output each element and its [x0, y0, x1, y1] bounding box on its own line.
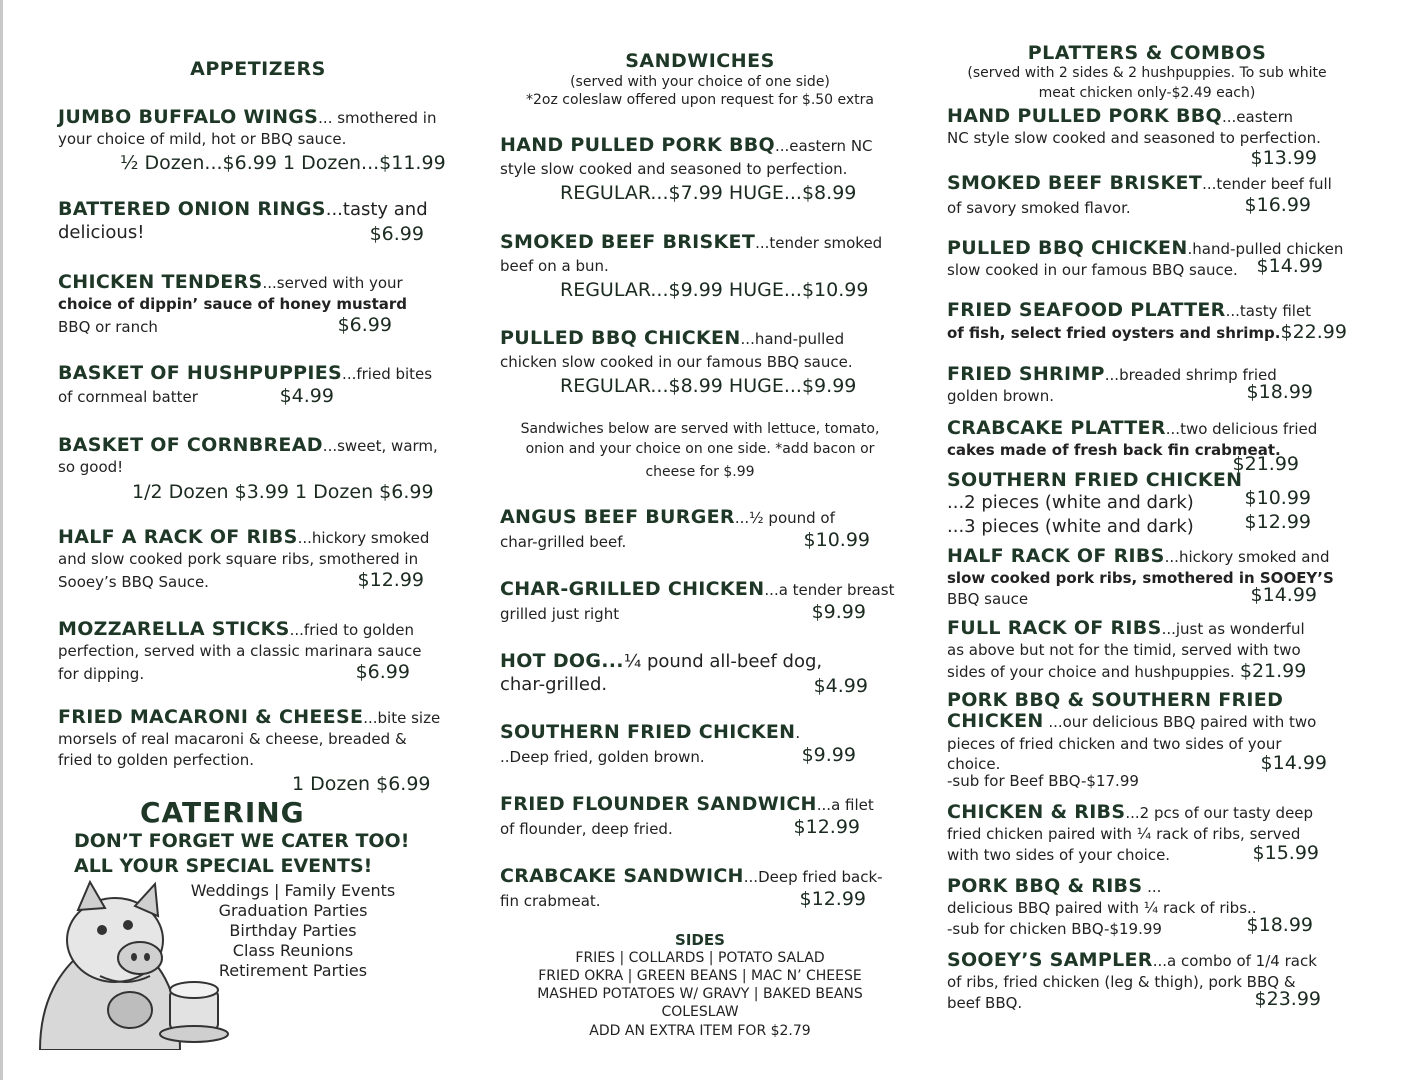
item-desc: of cornmeal batter — [58, 388, 198, 406]
catering-tagline: DON’T FORGET WE CATER TOO! — [74, 830, 410, 852]
event-item: Retirement Parties — [218, 961, 368, 980]
item-desc: ...sweet, warm, — [322, 437, 438, 455]
item-price: $9.99 — [811, 601, 866, 623]
item-desc: ...tender smoked — [755, 234, 883, 252]
item-price: $15.99 — [1252, 842, 1319, 864]
menu-item-southern-fried-chicken — [500, 722, 900, 770]
appetizers-title: APPETIZERS — [190, 58, 326, 80]
item-name: FRIED FLOUNDER SANDWICH — [500, 793, 817, 815]
menu-item-buffalo-wings — [58, 107, 458, 176]
item-name: SOUTHERN FRIED CHICKEN — [500, 721, 796, 743]
item-name: JUMBO BUFFALO WINGS — [58, 106, 319, 128]
item-desc: ...hand-pulled — [740, 330, 845, 348]
item-name: MOZZARELLA STICKS — [58, 618, 290, 640]
item-name: CHICKEN TENDERS — [58, 271, 263, 293]
item-price: $9.99 — [801, 744, 856, 766]
menu-item-pork-bbq-southern-fried-chicken — [947, 690, 1347, 790]
menu-item-pork-bbq-and-ribs — [947, 876, 1347, 940]
sandwiches-subtitle: (served with your choice of one side) — [570, 74, 830, 90]
item-name: FRIED SHRIMP — [947, 363, 1105, 385]
item-desc: ...our delicious BBQ paired with two — [1043, 713, 1317, 731]
menu-item-fried-mac-cheese — [58, 707, 458, 797]
item-desc: ...fried bites — [342, 365, 433, 383]
item-name: PORK BBQ & SOUTHERN FRIED — [947, 689, 1284, 711]
item-desc: as above but not for the timid, served with two — [947, 641, 1301, 659]
item-desc: choice. — [947, 755, 1001, 773]
menu-item-brisket-sandwich — [500, 232, 900, 302]
item-price: $6.99 — [337, 314, 392, 336]
item-desc: ...3 pieces (white and dark) — [947, 516, 1194, 537]
item-name: BATTERED ONION RINGS — [58, 198, 326, 220]
item-desc: ...eastern — [1222, 108, 1294, 126]
sandwich-note — [500, 419, 900, 485]
item-price: $22.99 — [1280, 321, 1347, 343]
page-edge — [0, 0, 3, 1080]
catering-tagline: ALL YOUR SPECIAL EVENTS! — [74, 855, 373, 877]
item-name: SOUTHERN FRIED CHICKEN — [947, 469, 1243, 491]
item-desc: ...two delicious fried — [1165, 420, 1318, 438]
sides-line: COLESLAW — [661, 1004, 739, 1020]
menu-item-cornbread — [58, 435, 458, 506]
item-desc: pieces of fried chicken and two sides of your — [947, 735, 1282, 753]
item-price: $13.99 — [1250, 147, 1317, 169]
item-desc: ...2 pieces (white and dark) — [947, 492, 1194, 513]
item-desc: beef on a bun. — [500, 257, 609, 275]
item-desc: ...a filet — [816, 796, 874, 814]
item-desc: ...fried to golden — [289, 621, 415, 639]
item-name: PULLED BBQ CHICKEN — [500, 327, 741, 349]
item-name: CRABCAKE PLATTER — [947, 417, 1166, 439]
event-item: Graduation Parties — [218, 901, 368, 920]
item-name: SMOKED BEEF BRISKET — [947, 172, 1203, 194]
item-desc: of flounder, deep fried. — [500, 820, 673, 838]
item-desc: style slow cooked and seasoned to perfection. — [500, 160, 848, 178]
menu-item-crabcake-platter — [947, 417, 1347, 475]
menu-item-onion-rings — [58, 199, 458, 246]
item-desc: Sooey’s BBQ Sauce. — [58, 573, 209, 591]
item-desc: cakes made of fresh back fin crabmeat. — [947, 441, 1281, 459]
item-desc: so good! — [58, 458, 124, 476]
item-desc: ¼ pound all-beef dog, — [623, 651, 823, 672]
item-desc: of savory smoked flavor. — [947, 199, 1131, 217]
item-desc: ...just as wonderful — [1161, 620, 1305, 638]
item-price: $23.99 — [1254, 988, 1321, 1010]
note-line: onion and your choice on one side. *add bacon or — [525, 441, 875, 457]
event-item: Class Reunions — [232, 941, 354, 960]
event-item: Birthday Parties — [229, 921, 357, 940]
item-name: FRIED MACARONI & CHEESE — [58, 706, 364, 728]
item-name: BASKET OF HUSHPUPPIES — [58, 362, 343, 384]
item-desc: -sub for chicken BBQ-$19.99 — [947, 920, 1162, 938]
item-name: CHICKEN — [947, 710, 1044, 732]
item-desc: ...breaded shrimp fried — [1104, 366, 1277, 384]
platters-title: PLATTERS & COMBOS — [1027, 42, 1267, 64]
item-desc: .hand-pulled chicken — [1187, 240, 1344, 258]
item-price: $18.99 — [1246, 381, 1313, 403]
item-desc: ...a combo of 1/4 rack — [1152, 952, 1317, 970]
item-desc: of ribs, fried chicken (leg & thigh), pork BBQ & — [947, 973, 1296, 991]
sides-line: FRIES | COLLARDS | POTATO SALAD — [575, 950, 825, 966]
item-desc: fried to golden perfection. — [58, 751, 255, 769]
item-name: HALF RACK OF RIBS — [947, 545, 1165, 567]
sandwiches-title: SANDWICHES — [625, 50, 775, 72]
item-name: BASKET OF CORNBREAD — [58, 434, 323, 456]
menu-item-chicken-and-ribs — [947, 802, 1347, 866]
item-name: SOOEY’S SAMPLER — [947, 949, 1153, 971]
item-desc: delicious! — [58, 222, 145, 243]
item-desc: for dipping. — [58, 665, 145, 683]
item-price: $18.99 — [1246, 914, 1313, 936]
item-price: $21.99 — [1239, 660, 1307, 682]
item-desc: NC style slow cooked and seasoned to perfection. — [947, 129, 1321, 147]
item-desc: ...tasty and — [325, 199, 428, 220]
item-desc: slow cooked in our famous BBQ sauce. — [947, 261, 1238, 279]
item-price: REGULAR...$9.99 HUGE...$10.99 — [560, 279, 869, 301]
item-desc: beef BBQ. — [947, 994, 1023, 1012]
item-price: $6.99 — [355, 661, 410, 683]
item-name: HALF A RACK OF RIBS — [58, 526, 298, 548]
sides-extra-note: ADD AN EXTRA ITEM FOR $2.79 — [589, 1023, 811, 1039]
item-price: REGULAR...$7.99 HUGE...$8.99 — [560, 182, 857, 204]
item-desc: delicious BBQ paired with ¼ rack of ribs.. — [947, 899, 1257, 917]
menu-item-angus-burger — [500, 507, 900, 555]
sides-line: FRIED OKRA | GREEN BEANS | MAC N’ CHEESE — [538, 968, 862, 984]
event-item: Weddings | Family Events — [190, 881, 396, 900]
item-price: REGULAR...$8.99 HUGE...$9.99 — [560, 375, 857, 397]
sandwiches-subtitle: *2oz coleslaw offered upon request for $.50 extra — [525, 92, 875, 108]
menu-item-flounder-sandwich — [500, 794, 900, 842]
item-desc: char-grilled beef. — [500, 533, 627, 551]
item-desc: ...2 pcs of our tasty deep — [1125, 804, 1314, 822]
item-desc: golden brown. — [947, 387, 1054, 405]
sides-line: MASHED POTATOES W/ GRAVY | BAKED BEANS — [537, 986, 863, 1002]
item-desc: ...eastern NC — [775, 137, 873, 155]
item-price: 1 Dozen $6.99 — [292, 773, 431, 795]
item-desc: ...½ pound of — [734, 509, 835, 527]
item-price: $4.99 — [279, 385, 334, 407]
item-name: HAND PULLED PORK BBQ — [947, 105, 1222, 127]
item-desc: ...hickory smoked and — [1164, 548, 1330, 566]
item-desc: chicken slow cooked in our famous BBQ sauce. — [500, 353, 853, 371]
item-desc: ...hickory smoked — [297, 529, 430, 547]
platters-subtitle: (served with 2 sides & 2 hushpuppies. To sub white — [967, 65, 1327, 81]
item-name: SMOKED BEEF BRISKET — [500, 231, 756, 253]
menu-item-pork-bbq-sandwich — [500, 135, 900, 205]
item-desc: ...a tender breast — [764, 581, 895, 599]
menu-item-fried-shrimp — [947, 364, 1347, 407]
item-price: $14.99 — [1260, 752, 1327, 774]
item-price: $6.99 — [369, 223, 424, 245]
item-price: 1/2 Dozen $3.99 1 Dozen $6.99 — [132, 481, 434, 503]
item-desc: with two sides of your choice. — [947, 846, 1171, 864]
item-desc: slow cooked pork ribs, smothered in SOOEY’S — [947, 569, 1334, 587]
item-desc: fin crabmeat. — [500, 892, 601, 910]
menu-item-half-rack-ribs-platter — [947, 546, 1347, 610]
item-desc: ... smothered in — [318, 109, 437, 127]
note-line: cheese for $.99 — [645, 464, 755, 480]
item-name: FRIED SEAFOOD PLATTER — [947, 299, 1226, 321]
item-desc: . — [795, 724, 801, 742]
item-name: PULLED BBQ CHICKEN — [947, 237, 1188, 259]
item-desc: ...Deep fried back- — [743, 868, 883, 886]
menu-item-char-grilled-chicken — [500, 579, 900, 627]
item-desc: and slow cooked pork square ribs, smothered in — [58, 550, 419, 568]
menu-item-chicken-tenders — [58, 272, 458, 339]
menu-item-southern-fried-chicken-platter — [947, 470, 1347, 539]
menu-item-hot-dog — [500, 651, 900, 698]
item-desc: fried chicken paired with ¼ rack of ribs, served — [947, 825, 1301, 843]
item-desc: char-grilled. — [500, 674, 608, 695]
menu-item-hushpuppies — [58, 363, 458, 409]
platters-subtitle: meat chicken only-$2.49 each) — [1038, 85, 1256, 101]
item-desc: choice of dippin’ sauce of honey mustard — [58, 295, 408, 313]
menu-item-pork-bbq-platter — [947, 105, 1347, 169]
sides-title: SIDES — [675, 931, 725, 949]
item-desc: morsels of real macaroni & cheese, breaded & — [58, 730, 407, 748]
item-desc: sides of your choice and hushpuppies. — [947, 663, 1235, 681]
item-price: $10.99 — [1244, 487, 1311, 509]
item-name: CHICKEN & RIBS — [947, 801, 1126, 823]
item-name: PORK BBQ & RIBS — [947, 875, 1143, 897]
item-price: $12.99 — [799, 888, 866, 910]
menu-item-sooeys-sampler — [947, 950, 1347, 1014]
item-desc: grilled just right — [500, 605, 620, 623]
item-price: $21.99 — [1232, 453, 1299, 475]
menu-item-crabcake-sandwich — [500, 866, 900, 914]
item-desc: ...bite size — [363, 709, 441, 727]
item-price: $14.99 — [1256, 255, 1323, 277]
menu-item-half-rack-ribs — [58, 527, 458, 594]
menu-item-brisket-platter — [947, 173, 1347, 221]
menu-item-bbq-chicken-platter — [947, 238, 1347, 281]
item-name: HOT DOG... — [500, 650, 624, 672]
item-desc: your choice of mild, hot or BBQ sauce. — [58, 130, 347, 148]
item-name: HAND PULLED PORK BBQ — [500, 134, 775, 156]
menu-item-bbq-chicken-sandwich — [500, 328, 900, 398]
menu-item-full-rack-ribs — [947, 618, 1347, 683]
item-price: $10.99 — [803, 529, 870, 551]
menu-item-mozzarella-sticks — [58, 619, 458, 686]
item-desc: BBQ sauce — [947, 590, 1029, 608]
item-desc: ..Deep fried, golden brown. — [500, 748, 705, 766]
item-desc: ... — [1142, 878, 1162, 896]
item-name: CRABCAKE SANDWICH — [500, 865, 744, 887]
item-price: ½ Dozen...$6.99 1 Dozen...$11.99 — [120, 152, 446, 174]
item-desc: BBQ or ranch — [58, 318, 158, 336]
item-desc: of fish, select fried oysters and shrimp. — [947, 324, 1281, 342]
item-desc: perfection, served with a classic marinara sauce — [58, 642, 422, 660]
item-name: FULL RACK OF RIBS — [947, 617, 1162, 639]
item-desc: ...served with your — [262, 274, 403, 292]
item-name: ANGUS BEEF BURGER — [500, 506, 735, 528]
catering-title: CATERING — [140, 796, 305, 829]
item-price: $14.99 — [1250, 584, 1317, 606]
item-name: CHAR-GRILLED CHICKEN — [500, 578, 765, 600]
item-desc: -sub for Beef BBQ-$17.99 — [947, 772, 1139, 790]
item-price: $4.99 — [813, 675, 868, 697]
item-price: $12.99 — [793, 816, 860, 838]
note-line: Sandwiches below are served with lettuce, tomato, — [520, 421, 880, 437]
item-price: $12.99 — [357, 569, 424, 591]
item-price: $12.99 — [1244, 511, 1311, 533]
item-desc: ...tender beef full — [1202, 175, 1332, 193]
item-desc: ...tasty filet — [1225, 302, 1312, 320]
pig-mascot-icon — [30, 880, 230, 1050]
item-price: $16.99 — [1244, 194, 1311, 216]
menu-item-seafood-platter — [947, 300, 1347, 344]
